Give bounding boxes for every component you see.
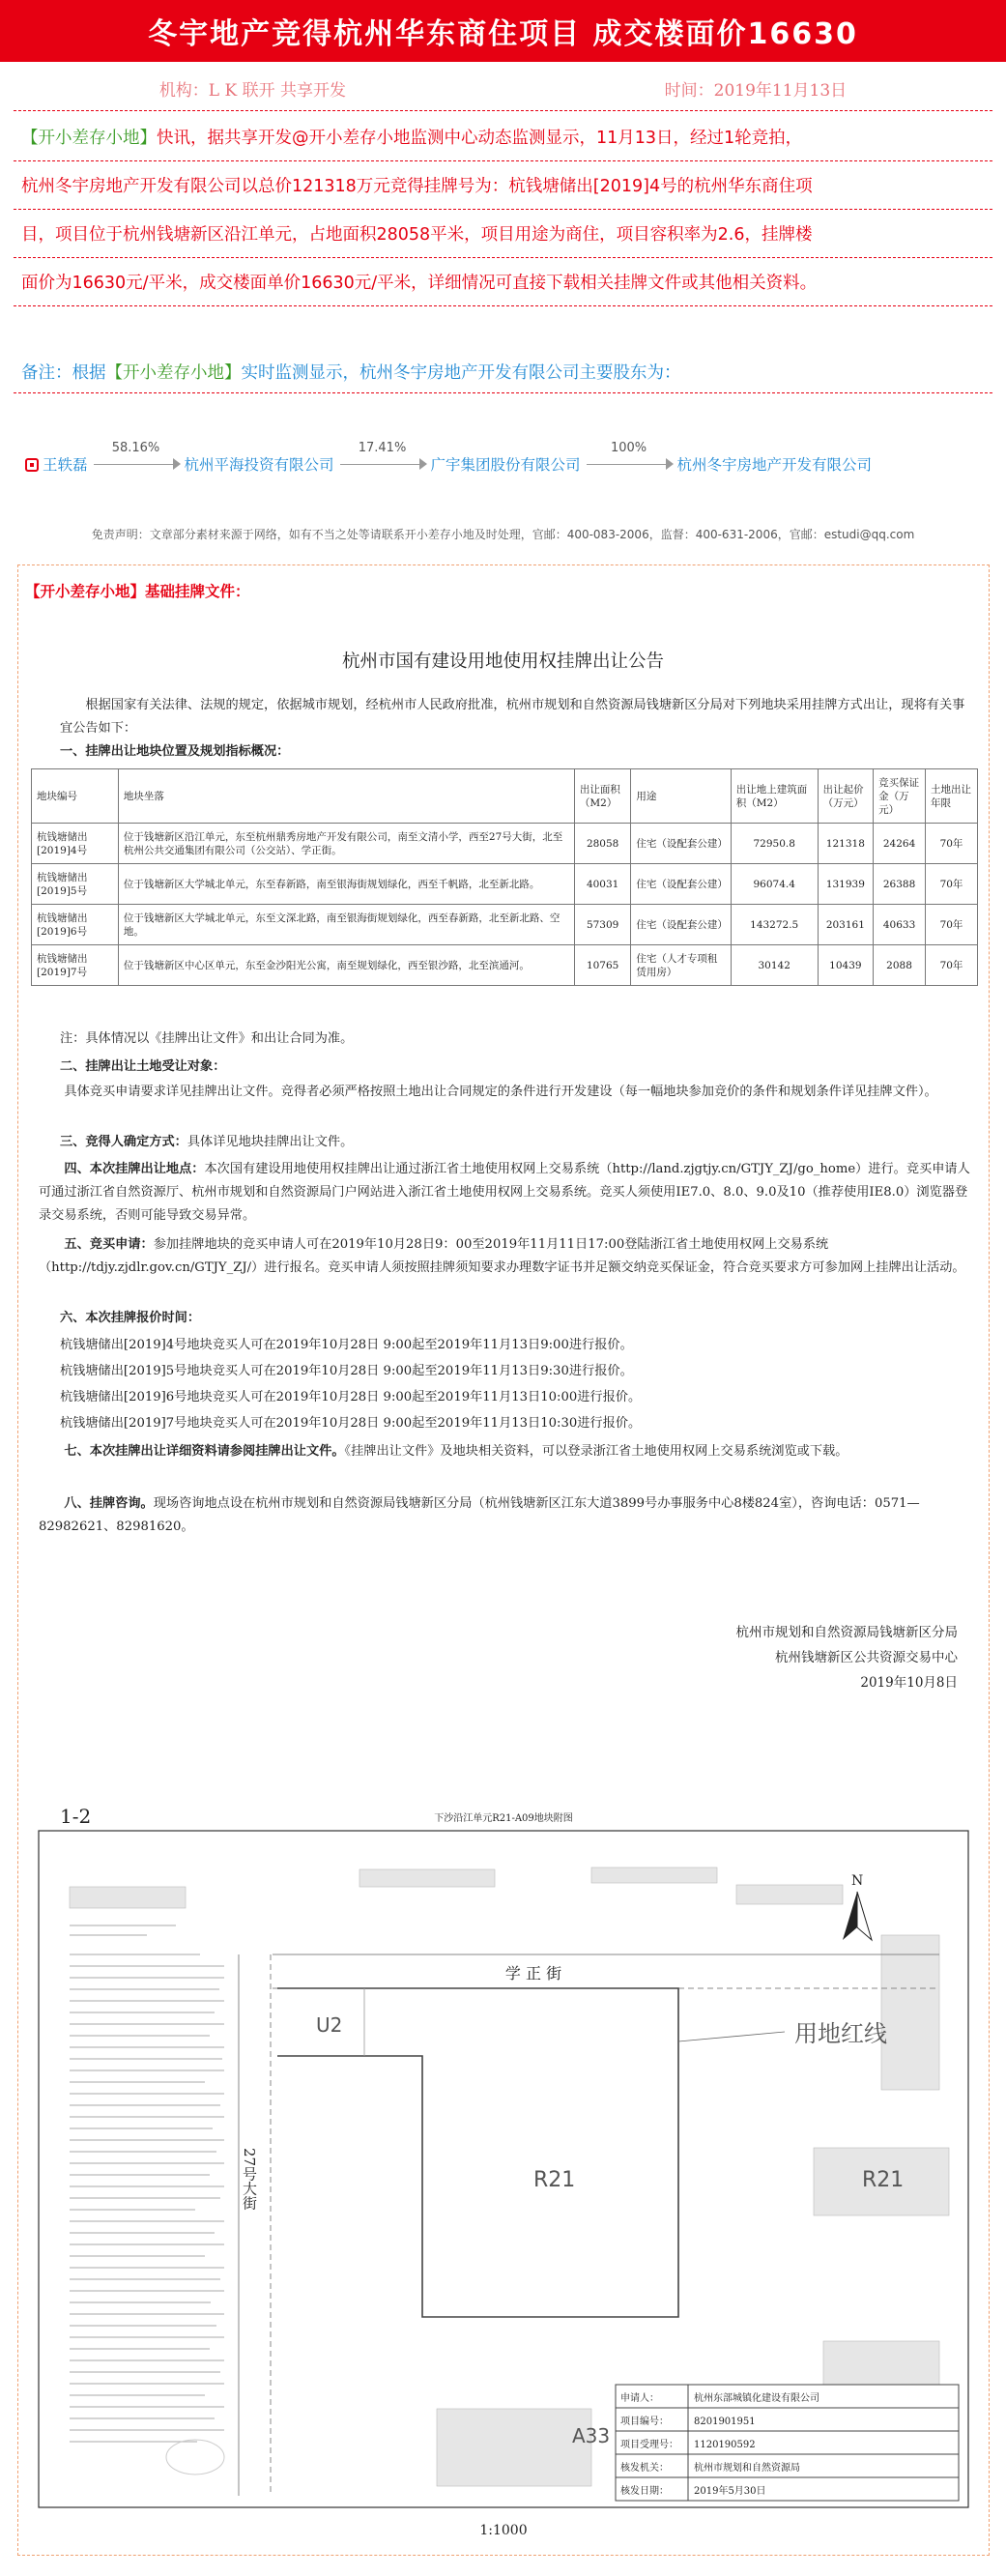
company-node[interactable]: 杭州冬宇房地产开发有限公司	[676, 456, 873, 474]
map-caption: 下沙沿江单元R21-A09地块附图	[434, 1813, 573, 1824]
table-cell: 143272.5	[731, 905, 818, 945]
table-cell: 10765	[574, 945, 630, 986]
table-header-row	[32, 769, 978, 824]
heading-6: 六、本次挂牌报价时间：	[60, 1311, 201, 1325]
arrow-right-icon	[173, 458, 181, 470]
person-node[interactable]	[25, 453, 88, 475]
table-cell: 住宅（人才专项租赁用房）	[631, 945, 731, 986]
equity-chain	[25, 441, 982, 483]
title-banner	[0, 0, 1006, 62]
intro-text-1: 快讯，据共享开发@开小差存小地监测中心动态监测显示，11月13日，经过1轮竞拍，	[157, 129, 803, 148]
page-title: 冬宇地产竞得杭州华东商住项目 成交楼面价16630	[148, 17, 858, 51]
bid-time-item: 杭钱塘储出[2019]5号地块竞买人可在2019年10月28日 9:00起至2019年11月13日9:30进行报价。	[60, 1364, 633, 1378]
table-row	[32, 945, 978, 986]
table-cell: 位于钱塘新区大学城北单元，东至文深北路，南至银海街规划绿化，西至春新路，北至新北路、空地。	[118, 905, 574, 945]
info-label: 核发机关：	[620, 2463, 669, 2474]
announcement-title: 杭州市国有建设用地使用权挂牌出让公告	[341, 651, 664, 672]
table-header: 出让起价（万元）	[818, 769, 873, 824]
table-header: 出让地上建筑面积（M2）	[731, 769, 818, 824]
table-row	[32, 905, 978, 945]
table-cell: 70年	[926, 864, 978, 905]
table-cell: 26388	[874, 864, 926, 905]
signature-block	[736, 1620, 959, 1695]
arrow-right-icon	[666, 458, 674, 470]
section-4: 四、本次挂牌出让地点：本次国有建设用地使用权挂牌出让通过浙江省土地使用权网上交易系统（http://land.zjgtjy.cn/GTJY_ZJ/go_home）进行。竞买申请人可通过浙江省自然资源厅、杭州市规划和自然资源局门户网站进入浙江省土地使用权网上交易系统。竞买人须使用IE7.0、8.0、9.0及10（推荐使用IE8.0）浏览器登录交易系统，否则可能导致交易异常。	[39, 1162, 970, 1223]
divider	[14, 160, 992, 161]
info-label: 核发日期：	[620, 2486, 669, 2497]
info-value: 杭州市规划和自然资源局	[694, 2463, 800, 2474]
divider	[14, 110, 992, 111]
permit-info-table	[616, 2385, 959, 2501]
signer-2: 杭州钱塘新区公共资源交易中心	[775, 1650, 958, 1665]
equity-pct: 58.16%	[111, 441, 160, 455]
map-page-number: 1-2	[60, 1805, 92, 1828]
table-cell: 杭钱塘储出[2019]7号	[32, 945, 119, 986]
table-cell: 杭钱塘储出[2019]5号	[32, 864, 119, 905]
table-header: 地块编号	[32, 769, 119, 824]
equity-arrow	[587, 441, 672, 476]
zone-label: A33	[572, 2424, 611, 2447]
table-cell: 72950.8	[731, 824, 818, 864]
table-cell: 位于钱塘新区大学城北单元，东至春新路，南至银海街规划绿化，西至千帆路，北至新北路。	[118, 864, 574, 905]
note-tag[interactable]: 【开小差存小地】	[105, 363, 242, 383]
bid-time-item: 杭钱塘储出[2019]7号地块竞买人可在2019年10月28日 9:00起至2019年11月13日10:30进行报价。	[60, 1416, 642, 1431]
divider	[14, 392, 992, 393]
table-cell: 位于钱塘新区沿江单元，东至杭州鼎秀房地产开发有限公司，南至文清小学，西至27号大街，北至杭州公共交通集团有限公司（公交站）、学正街。	[118, 824, 574, 864]
table-cell: 住宅（设配套公建）	[631, 864, 731, 905]
table-header: 竞买保证金（万元）	[874, 769, 926, 824]
intro-line-4: 面价为16630元/平米，成交楼面单价16630元/平米，详细情况可直接下载相关挂牌文件或其他相关资料。	[21, 274, 818, 293]
section-8: 八、挂牌咨询。现场咨询地点设在杭州市规划和自然资源局钱塘新区分局（杭州钱塘新区江东大道3899号办事服务中心8楼824室），咨询电话：0571—82982621、82981620。	[39, 1496, 920, 1534]
section-5: 五、竞买申请：参加挂牌地块的竞买申请人可在2019年10月28日9：00至2019年11月11日17:00登陆浙江省土地使用权网上交易系统（http://tdjy.zjdlr.gov.cn/GTJY_ZJ/）进行报名。竞买申请人须按照挂牌须知要求办理数字证书并足额交纳竞买保证金，符合竞买要求方可参加网上挂牌出让活动。	[39, 1237, 965, 1275]
table-cell: 40633	[874, 905, 926, 945]
equity-pct: 17.41%	[358, 441, 407, 455]
divider	[14, 257, 992, 258]
table-cell: 杭钱塘储出[2019]4号	[32, 824, 119, 864]
table-cell: 24264	[874, 824, 926, 864]
note-prefix: 备注：根据	[21, 363, 106, 383]
info-label: 申请人：	[620, 2393, 659, 2404]
plot-map	[31, 1800, 976, 2554]
table-cell: 70年	[926, 905, 978, 945]
north-label: N	[851, 1873, 864, 1889]
info-label: 项目受理号：	[620, 2440, 678, 2450]
table-cell: 2088	[874, 945, 926, 986]
table-cell: 131939	[818, 864, 873, 905]
table-cell: 121318	[818, 824, 873, 864]
info-label: 项目编号：	[620, 2417, 669, 2427]
disclaimer: 免责声明：文章部分素材来源于网络，如有不当之处等请联系开小差存小地及时处理，官邮：400-083-2006，监督：400-631-2006，官邮：estudi@qq.com	[91, 528, 915, 541]
table-cell: 杭钱塘储出[2019]6号	[32, 905, 119, 945]
table-cell: 203161	[818, 905, 873, 945]
heading-2: 二、挂牌出让土地受让对象：	[60, 1059, 226, 1074]
divider	[14, 305, 992, 306]
table-cell: 30142	[731, 945, 818, 986]
table-cell: 住宅（设配套公建）	[631, 824, 731, 864]
heading-3: 三、竞得人确定方式：具体详见地块挂牌出让文件。	[60, 1135, 354, 1149]
signer-1: 杭州市规划和自然资源局钱塘新区分局	[735, 1625, 958, 1640]
table-row	[32, 824, 978, 864]
info-value: 杭州东部城镇化建设有限公司	[694, 2393, 819, 2404]
table-header: 土地出让年限	[926, 769, 978, 824]
equity-pct: 100%	[610, 441, 647, 455]
info-value: 2019年5月30日	[694, 2486, 766, 2497]
table-note: 注：具体情况以《挂牌出让文件》和出让合同为准。	[60, 1031, 354, 1046]
table-cell: 57309	[574, 905, 630, 945]
table-cell: 96074.4	[731, 864, 818, 905]
table-cell: 28058	[574, 824, 630, 864]
agency-label: 机构：L K 联开 共享开发	[158, 80, 347, 101]
sign-date: 2019年10月8日	[860, 1675, 958, 1691]
table-header: 地块坐落	[118, 769, 574, 824]
zone-label: R21	[533, 2168, 576, 2192]
map-scale: 1:1000	[479, 2523, 528, 2538]
table-cell: 70年	[926, 945, 978, 986]
table-header: 出让面积（M2）	[574, 769, 630, 824]
arrow-right-icon	[419, 458, 427, 470]
table-row	[32, 864, 978, 905]
heading-1: 一、挂牌出让地块位置及规划指标概况：	[60, 744, 290, 759]
company-node[interactable]: 广宇集团股份有限公司	[430, 456, 581, 474]
zone-label: R21	[862, 2168, 905, 2192]
map-street-top: 学 正 街	[504, 1964, 562, 1983]
redline-label: 用地红线	[794, 2020, 887, 2047]
table-cell: 位于钱塘新区中心区单元，东至金沙阳光公寓，南至规划绿化，西至银沙路，北至滨通河。	[118, 945, 574, 986]
intro-line-2: 杭州冬宇房地产开发有限公司以总价121318万元竞得挂牌号为：杭钱塘储出[2019]4号的杭州华东商住项	[21, 177, 813, 196]
company-node[interactable]: 杭州平海投资有限公司	[184, 456, 334, 474]
person-name: 王轶磊	[43, 456, 88, 474]
map-street-left: 27号大街	[241, 2148, 258, 2211]
intro-line-1	[21, 122, 988, 155]
info-value: 8201901951	[694, 2417, 756, 2427]
time-label: 时间：2019年11月13日	[664, 80, 848, 101]
info-value: 1120190592	[694, 2440, 756, 2450]
bid-time-item: 杭钱塘储出[2019]6号地块竞买人可在2019年10月28日 9:00起至2019年11月13日10:00进行报价。	[60, 1390, 642, 1404]
meta-row	[0, 66, 1006, 110]
intro-line-3: 目，项目位于杭州钱塘新区沿江单元，占地面积28058平米，项目用途为商住，项目容积率为2.6，挂牌楼	[21, 225, 813, 245]
table-cell: 70年	[926, 824, 978, 864]
table-cell: 40031	[574, 864, 630, 905]
divider	[14, 209, 992, 210]
document-section-title: 【开小差存小地】基础挂牌文件：	[25, 583, 250, 600]
intro-tag[interactable]: 【开小差存小地】	[21, 129, 157, 148]
plot-table	[31, 768, 978, 986]
person-icon	[25, 458, 39, 472]
bid-time-item: 杭钱塘储出[2019]4号地块竞买人可在2019年10月28日 9:00起至2019年11月13日9:00进行报价。	[60, 1338, 633, 1352]
shareholder-note	[21, 358, 988, 389]
section-2-text: 具体竞买申请要求详见挂牌出让文件。竞得者必须严格按照土地出让合同规定的条件进行开发建设（每一幅地块参加竞价的条件和规划条件详见挂牌文件）。	[64, 1085, 937, 1099]
table-cell: 10439	[818, 945, 873, 986]
section-7: 七、本次挂牌出让详细资料请参阅挂牌出让文件。《挂牌出让文件》及地块相关资料，可以登录浙江省土地使用权网上交易系统浏览或下载。	[64, 1444, 848, 1459]
announcement-intro: 根据国家有关法律、法规的规定，依据城市规划，经杭州市人民政府批准，杭州市规划和自然资源局钱塘新区分局对下列地块采用挂牌方式出让，现将有关事宜公告如下：	[60, 698, 965, 736]
equity-arrow	[94, 441, 179, 476]
zone-label: U2	[316, 2013, 343, 2037]
table-header: 用途	[631, 769, 731, 824]
note-text: 实时监测显示，杭州冬宇房地产开发有限公司主要股东为：	[241, 363, 681, 383]
table-cell: 住宅（设配套公建）	[631, 905, 731, 945]
equity-arrow	[340, 441, 425, 476]
